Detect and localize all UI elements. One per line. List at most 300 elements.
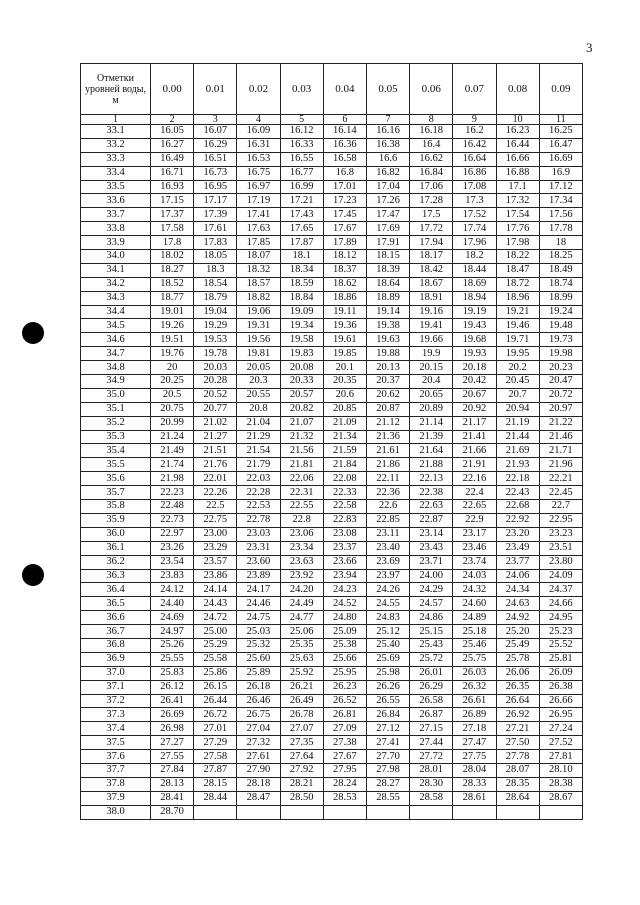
fraction-header: 0.08 <box>496 64 539 115</box>
value-cell: 16.27 <box>151 138 194 152</box>
value-cell: 23.46 <box>453 541 496 555</box>
value-cell: 23.63 <box>280 555 323 569</box>
value-cell: 20.37 <box>366 375 409 389</box>
value-cell: 24.12 <box>151 583 194 597</box>
value-cell: 20.75 <box>151 402 194 416</box>
value-cell: 16.86 <box>453 166 496 180</box>
value-cell: 25.35 <box>280 638 323 652</box>
value-cell: 16.09 <box>237 125 280 139</box>
value-cell: 23.29 <box>194 541 237 555</box>
value-cell: 21.56 <box>280 444 323 458</box>
value-cell: 28.13 <box>151 777 194 791</box>
value-cell: 19.63 <box>366 333 409 347</box>
value-cell: 21.81 <box>280 458 323 472</box>
value-cell: 22.83 <box>323 513 366 527</box>
value-cell: 28.18 <box>237 777 280 791</box>
value-cell: 26.92 <box>496 708 539 722</box>
value-cell: 23.51 <box>539 541 582 555</box>
value-cell: 27.21 <box>496 722 539 736</box>
value-cell: 26.95 <box>539 708 582 722</box>
value-cell: 22.9 <box>453 513 496 527</box>
value-cell: 18.99 <box>539 291 582 305</box>
value-cell: 16.4 <box>410 138 453 152</box>
value-cell: 16.42 <box>453 138 496 152</box>
table-row <box>81 722 583 736</box>
value-cell: 18.54 <box>194 277 237 291</box>
table-row <box>81 625 583 639</box>
value-cell: 19.11 <box>323 305 366 319</box>
value-cell: 20.97 <box>539 402 582 416</box>
table-row <box>81 263 583 277</box>
value-cell: 25.83 <box>151 666 194 680</box>
value-cell: 19.85 <box>323 347 366 361</box>
value-cell: 23.08 <box>323 527 366 541</box>
value-cell: 22.23 <box>151 486 194 500</box>
value-cell: 27.15 <box>410 722 453 736</box>
value-cell: 27.81 <box>539 750 582 764</box>
water-level-cell: 34.5 <box>81 319 151 333</box>
value-cell: 25.29 <box>194 638 237 652</box>
value-cell: 19.06 <box>237 305 280 319</box>
value-cell: 17.5 <box>410 208 453 222</box>
value-cell: 18.89 <box>366 291 409 305</box>
table-row <box>81 166 583 180</box>
water-level-cell: 33.8 <box>81 222 151 236</box>
table-row <box>81 805 583 819</box>
water-level-cell: 35.7 <box>81 486 151 500</box>
value-cell: 17.69 <box>366 222 409 236</box>
value-cell: 16.75 <box>237 166 280 180</box>
value-cell: 22.21 <box>539 472 582 486</box>
value-cell: 25.98 <box>366 666 409 680</box>
value-cell: 24.43 <box>194 597 237 611</box>
value-cell: 24.72 <box>194 611 237 625</box>
water-level-cell: 35.1 <box>81 402 151 416</box>
value-cell: 19.21 <box>496 305 539 319</box>
table-row <box>81 541 583 555</box>
value-cell: 16.23 <box>496 125 539 139</box>
value-cell: 17.26 <box>366 194 409 208</box>
value-cell <box>323 805 366 819</box>
value-cell: 21.74 <box>151 458 194 472</box>
value-cell: 26.09 <box>539 666 582 680</box>
fraction-header: 0.05 <box>366 64 409 115</box>
value-cell: 18.69 <box>453 277 496 291</box>
water-level-cell: 36.6 <box>81 611 151 625</box>
value-cell: 23.00 <box>194 527 237 541</box>
value-cell: 17.37 <box>151 208 194 222</box>
table-row <box>81 291 583 305</box>
value-cell: 18.25 <box>539 250 582 264</box>
table-row <box>81 416 583 430</box>
value-cell: 22.5 <box>194 500 237 514</box>
value-cell: 20.1 <box>323 361 366 375</box>
value-cell: 17.96 <box>453 236 496 250</box>
punch-hole <box>22 322 44 344</box>
value-cell: 18.47 <box>496 263 539 277</box>
table-row <box>81 125 583 139</box>
value-cell: 17.85 <box>237 236 280 250</box>
value-cell: 27.41 <box>366 736 409 750</box>
value-cell: 21.88 <box>410 458 453 472</box>
value-cell: 20.85 <box>323 402 366 416</box>
value-cell: 19.53 <box>194 333 237 347</box>
value-cell: 21.07 <box>280 416 323 430</box>
value-cell: 17.65 <box>280 222 323 236</box>
value-cell: 20.3 <box>237 375 280 389</box>
value-cell: 25.40 <box>366 638 409 652</box>
value-cell: 18.32 <box>237 263 280 277</box>
value-cell: 19.83 <box>280 347 323 361</box>
value-cell: 18.67 <box>410 277 453 291</box>
value-cell: 16.93 <box>151 180 194 194</box>
value-cell: 23.69 <box>366 555 409 569</box>
table-row <box>81 777 583 791</box>
fraction-header: 0.01 <box>194 64 237 115</box>
value-cell: 19.38 <box>366 319 409 333</box>
value-cell: 17.39 <box>194 208 237 222</box>
value-cell: 20.8 <box>237 402 280 416</box>
value-cell: 16.16 <box>366 125 409 139</box>
value-cell: 28.15 <box>194 777 237 791</box>
value-cell: 18.44 <box>453 263 496 277</box>
value-cell: 20.45 <box>496 375 539 389</box>
value-cell: 21.22 <box>539 416 582 430</box>
value-cell: 26.66 <box>539 694 582 708</box>
water-level-table <box>80 63 583 820</box>
table-row <box>81 680 583 694</box>
table-row <box>81 152 583 166</box>
punch-hole <box>22 564 44 586</box>
value-cell: 23.77 <box>496 555 539 569</box>
value-cell: 23.26 <box>151 541 194 555</box>
value-cell: 24.52 <box>323 597 366 611</box>
table-row <box>81 458 583 472</box>
water-level-cell: 34.3 <box>81 291 151 305</box>
value-cell: 16.25 <box>539 125 582 139</box>
value-cell: 23.66 <box>323 555 366 569</box>
value-cell: 21.86 <box>366 458 409 472</box>
value-cell: 19.81 <box>237 347 280 361</box>
value-cell: 20.72 <box>539 388 582 402</box>
value-cell: 18.02 <box>151 250 194 264</box>
value-cell: 18.37 <box>323 263 366 277</box>
water-level-cell: 37.0 <box>81 666 151 680</box>
value-cell: 19.76 <box>151 347 194 361</box>
value-cell <box>194 805 237 819</box>
value-cell: 24.60 <box>453 597 496 611</box>
water-level-cell: 38.0 <box>81 805 151 819</box>
table-row <box>81 486 583 500</box>
water-level-cell: 34.8 <box>81 361 151 375</box>
value-cell: 28.10 <box>539 763 582 777</box>
value-cell: 23.80 <box>539 555 582 569</box>
value-cell: 28.47 <box>237 791 280 805</box>
value-cell: 23.23 <box>539 527 582 541</box>
value-cell: 26.98 <box>151 722 194 736</box>
value-cell: 21.93 <box>496 458 539 472</box>
value-cell: 19.09 <box>280 305 323 319</box>
water-level-cell: 33.9 <box>81 236 151 250</box>
value-cell: 22.53 <box>237 500 280 514</box>
value-cell: 21.61 <box>366 444 409 458</box>
value-cell: 16.49 <box>151 152 194 166</box>
value-cell: 16.95 <box>194 180 237 194</box>
table-row <box>81 666 583 680</box>
value-cell: 20.65 <box>410 388 453 402</box>
water-level-cell: 36.1 <box>81 541 151 555</box>
value-cell: 17.74 <box>453 222 496 236</box>
value-cell: 23.57 <box>194 555 237 569</box>
value-cell: 22.08 <box>323 472 366 486</box>
value-cell: 28.38 <box>539 777 582 791</box>
fraction-header: 0.02 <box>237 64 280 115</box>
value-cell: 27.95 <box>323 763 366 777</box>
value-cell: 25.95 <box>323 666 366 680</box>
column-number-cell: 1 <box>81 115 151 125</box>
water-level-cell: 34.9 <box>81 375 151 389</box>
value-cell: 20.7 <box>496 388 539 402</box>
value-cell: 18.94 <box>453 291 496 305</box>
value-cell: 16.36 <box>323 138 366 152</box>
value-cell: 21.29 <box>237 430 280 444</box>
value-cell: 27.12 <box>366 722 409 736</box>
value-cell: 18.91 <box>410 291 453 305</box>
table-header <box>81 64 583 115</box>
value-cell: 21.44 <box>496 430 539 444</box>
value-cell: 25.75 <box>453 652 496 666</box>
value-cell: 21.02 <box>194 416 237 430</box>
value-cell: 26.18 <box>237 680 280 694</box>
value-cell: 19.36 <box>323 319 366 333</box>
water-level-cell: 36.9 <box>81 652 151 666</box>
value-cell: 17.58 <box>151 222 194 236</box>
value-cell: 22.16 <box>453 472 496 486</box>
value-cell: 26.84 <box>366 708 409 722</box>
value-cell: 17.45 <box>323 208 366 222</box>
value-cell: 27.98 <box>366 763 409 777</box>
value-cell: 28.41 <box>151 791 194 805</box>
value-cell: 16.8 <box>323 166 366 180</box>
value-cell: 24.55 <box>366 597 409 611</box>
value-cell: 27.29 <box>194 736 237 750</box>
value-cell: 17.06 <box>410 180 453 194</box>
value-cell: 25.03 <box>237 625 280 639</box>
column-number-cell: 2 <box>151 115 194 125</box>
value-cell: 18.96 <box>496 291 539 305</box>
value-cell: 16.2 <box>453 125 496 139</box>
value-cell: 27.64 <box>280 750 323 764</box>
value-cell: 19.56 <box>237 333 280 347</box>
value-cell: 19.01 <box>151 305 194 319</box>
value-cell: 19.93 <box>453 347 496 361</box>
value-cell: 22.31 <box>280 486 323 500</box>
fraction-header: 0.04 <box>323 64 366 115</box>
value-cell: 24.40 <box>151 597 194 611</box>
value-cell: 20.77 <box>194 402 237 416</box>
value-cell: 24.75 <box>237 611 280 625</box>
value-cell: 22.63 <box>410 500 453 514</box>
value-cell: 28.53 <box>323 791 366 805</box>
value-cell: 26.15 <box>194 680 237 694</box>
column-number-row <box>81 115 583 125</box>
value-cell: 23.92 <box>280 569 323 583</box>
water-level-cell: 37.8 <box>81 777 151 791</box>
table-row <box>81 277 583 291</box>
value-cell: 24.89 <box>453 611 496 625</box>
value-cell: 24.83 <box>366 611 409 625</box>
water-level-cell: 37.9 <box>81 791 151 805</box>
water-level-cell: 35.2 <box>81 416 151 430</box>
value-cell: 22.68 <box>496 500 539 514</box>
value-cell: 27.92 <box>280 763 323 777</box>
value-cell: 17.15 <box>151 194 194 208</box>
value-cell: 24.32 <box>453 583 496 597</box>
value-cell: 20.25 <box>151 375 194 389</box>
page-number: 3 <box>586 40 593 55</box>
value-cell: 26.49 <box>280 694 323 708</box>
value-cell: 17.12 <box>539 180 582 194</box>
table-row <box>81 583 583 597</box>
value-cell: 26.69 <box>151 708 194 722</box>
value-cell: 19.73 <box>539 333 582 347</box>
water-level-cell: 33.3 <box>81 152 151 166</box>
value-cell: 25.06 <box>280 625 323 639</box>
value-cell: 20.82 <box>280 402 323 416</box>
value-cell: 24.86 <box>410 611 453 625</box>
value-cell: 20.18 <box>453 361 496 375</box>
table-row <box>81 611 583 625</box>
value-cell: 21.32 <box>280 430 323 444</box>
value-cell: 21.27 <box>194 430 237 444</box>
value-cell: 17.98 <box>496 236 539 250</box>
value-cell: 17.83 <box>194 236 237 250</box>
water-level-cell: 37.4 <box>81 722 151 736</box>
value-cell: 18.52 <box>151 277 194 291</box>
value-cell: 16.31 <box>237 138 280 152</box>
table-row <box>81 597 583 611</box>
table-row <box>81 500 583 514</box>
value-cell: 21.49 <box>151 444 194 458</box>
value-cell: 24.80 <box>323 611 366 625</box>
value-cell: 18.77 <box>151 291 194 305</box>
value-cell: 27.84 <box>151 763 194 777</box>
value-cell: 22.87 <box>410 513 453 527</box>
table-row <box>81 638 583 652</box>
value-cell: 20.55 <box>237 388 280 402</box>
table-row <box>81 694 583 708</box>
value-cell: 23.49 <box>496 541 539 555</box>
value-cell: 21.51 <box>194 444 237 458</box>
value-cell: 22.8 <box>280 513 323 527</box>
value-cell: 21.69 <box>496 444 539 458</box>
value-cell: 20.35 <box>323 375 366 389</box>
value-cell: 21.14 <box>410 416 453 430</box>
value-cell: 21.46 <box>539 430 582 444</box>
water-level-cell: 35.8 <box>81 500 151 514</box>
value-cell: 20.13 <box>366 361 409 375</box>
value-cell: 25.60 <box>237 652 280 666</box>
value-cell: 23.17 <box>453 527 496 541</box>
value-cell: 22.11 <box>366 472 409 486</box>
value-cell: 22.01 <box>194 472 237 486</box>
value-cell: 17.3 <box>453 194 496 208</box>
table-row <box>81 347 583 361</box>
value-cell: 22.97 <box>151 527 194 541</box>
value-cell: 20.6 <box>323 388 366 402</box>
value-cell: 22.13 <box>410 472 453 486</box>
value-cell: 23.20 <box>496 527 539 541</box>
value-cell: 25.55 <box>151 652 194 666</box>
value-cell: 27.75 <box>453 750 496 764</box>
value-cell: 17.41 <box>237 208 280 222</box>
value-cell: 22.06 <box>280 472 323 486</box>
table-row <box>81 555 583 569</box>
value-cell: 22.33 <box>323 486 366 500</box>
value-cell: 19.78 <box>194 347 237 361</box>
value-cell <box>453 805 496 819</box>
value-cell: 18.12 <box>323 250 366 264</box>
value-cell: 18.62 <box>323 277 366 291</box>
value-cell: 17.21 <box>280 194 323 208</box>
value-cell: 16.64 <box>453 152 496 166</box>
value-cell: 28.67 <box>539 791 582 805</box>
value-cell: 17.61 <box>194 222 237 236</box>
value-cell: 27.32 <box>237 736 280 750</box>
value-cell: 27.01 <box>194 722 237 736</box>
water-level-cell: 34.0 <box>81 250 151 264</box>
value-cell: 21.39 <box>410 430 453 444</box>
value-cell: 19.51 <box>151 333 194 347</box>
value-cell: 17.43 <box>280 208 323 222</box>
column-numbers <box>81 115 583 125</box>
value-cell: 19.26 <box>151 319 194 333</box>
value-cell: 18.34 <box>280 263 323 277</box>
value-cell: 21.17 <box>453 416 496 430</box>
value-cell: 25.89 <box>237 666 280 680</box>
value-cell: 21.19 <box>496 416 539 430</box>
value-cell: 27.52 <box>539 736 582 750</box>
value-cell: 18.49 <box>539 263 582 277</box>
water-level-cell: 37.6 <box>81 750 151 764</box>
value-cell: 24.69 <box>151 611 194 625</box>
value-cell: 26.46 <box>237 694 280 708</box>
value-cell: 26.41 <box>151 694 194 708</box>
value-cell: 22.7 <box>539 500 582 514</box>
value-cell: 25.26 <box>151 638 194 652</box>
fraction-header: 0.07 <box>453 64 496 115</box>
value-cell: 21.24 <box>151 430 194 444</box>
water-level-cell: 33.7 <box>81 208 151 222</box>
value-cell: 26.29 <box>410 680 453 694</box>
value-cell: 19.46 <box>496 319 539 333</box>
value-cell: 17.19 <box>237 194 280 208</box>
table-row <box>81 569 583 583</box>
water-level-cell: 37.3 <box>81 708 151 722</box>
value-cell: 19.58 <box>280 333 323 347</box>
water-level-cell: 36.2 <box>81 555 151 569</box>
table-body <box>81 125 583 820</box>
value-cell: 24.66 <box>539 597 582 611</box>
value-cell: 16.84 <box>410 166 453 180</box>
value-cell: 16.05 <box>151 125 194 139</box>
value-cell: 26.61 <box>453 694 496 708</box>
value-cell: 19.14 <box>366 305 409 319</box>
value-cell: 16.71 <box>151 166 194 180</box>
fraction-header: 0.03 <box>280 64 323 115</box>
value-cell: 21.36 <box>366 430 409 444</box>
value-cell: 18.15 <box>366 250 409 264</box>
